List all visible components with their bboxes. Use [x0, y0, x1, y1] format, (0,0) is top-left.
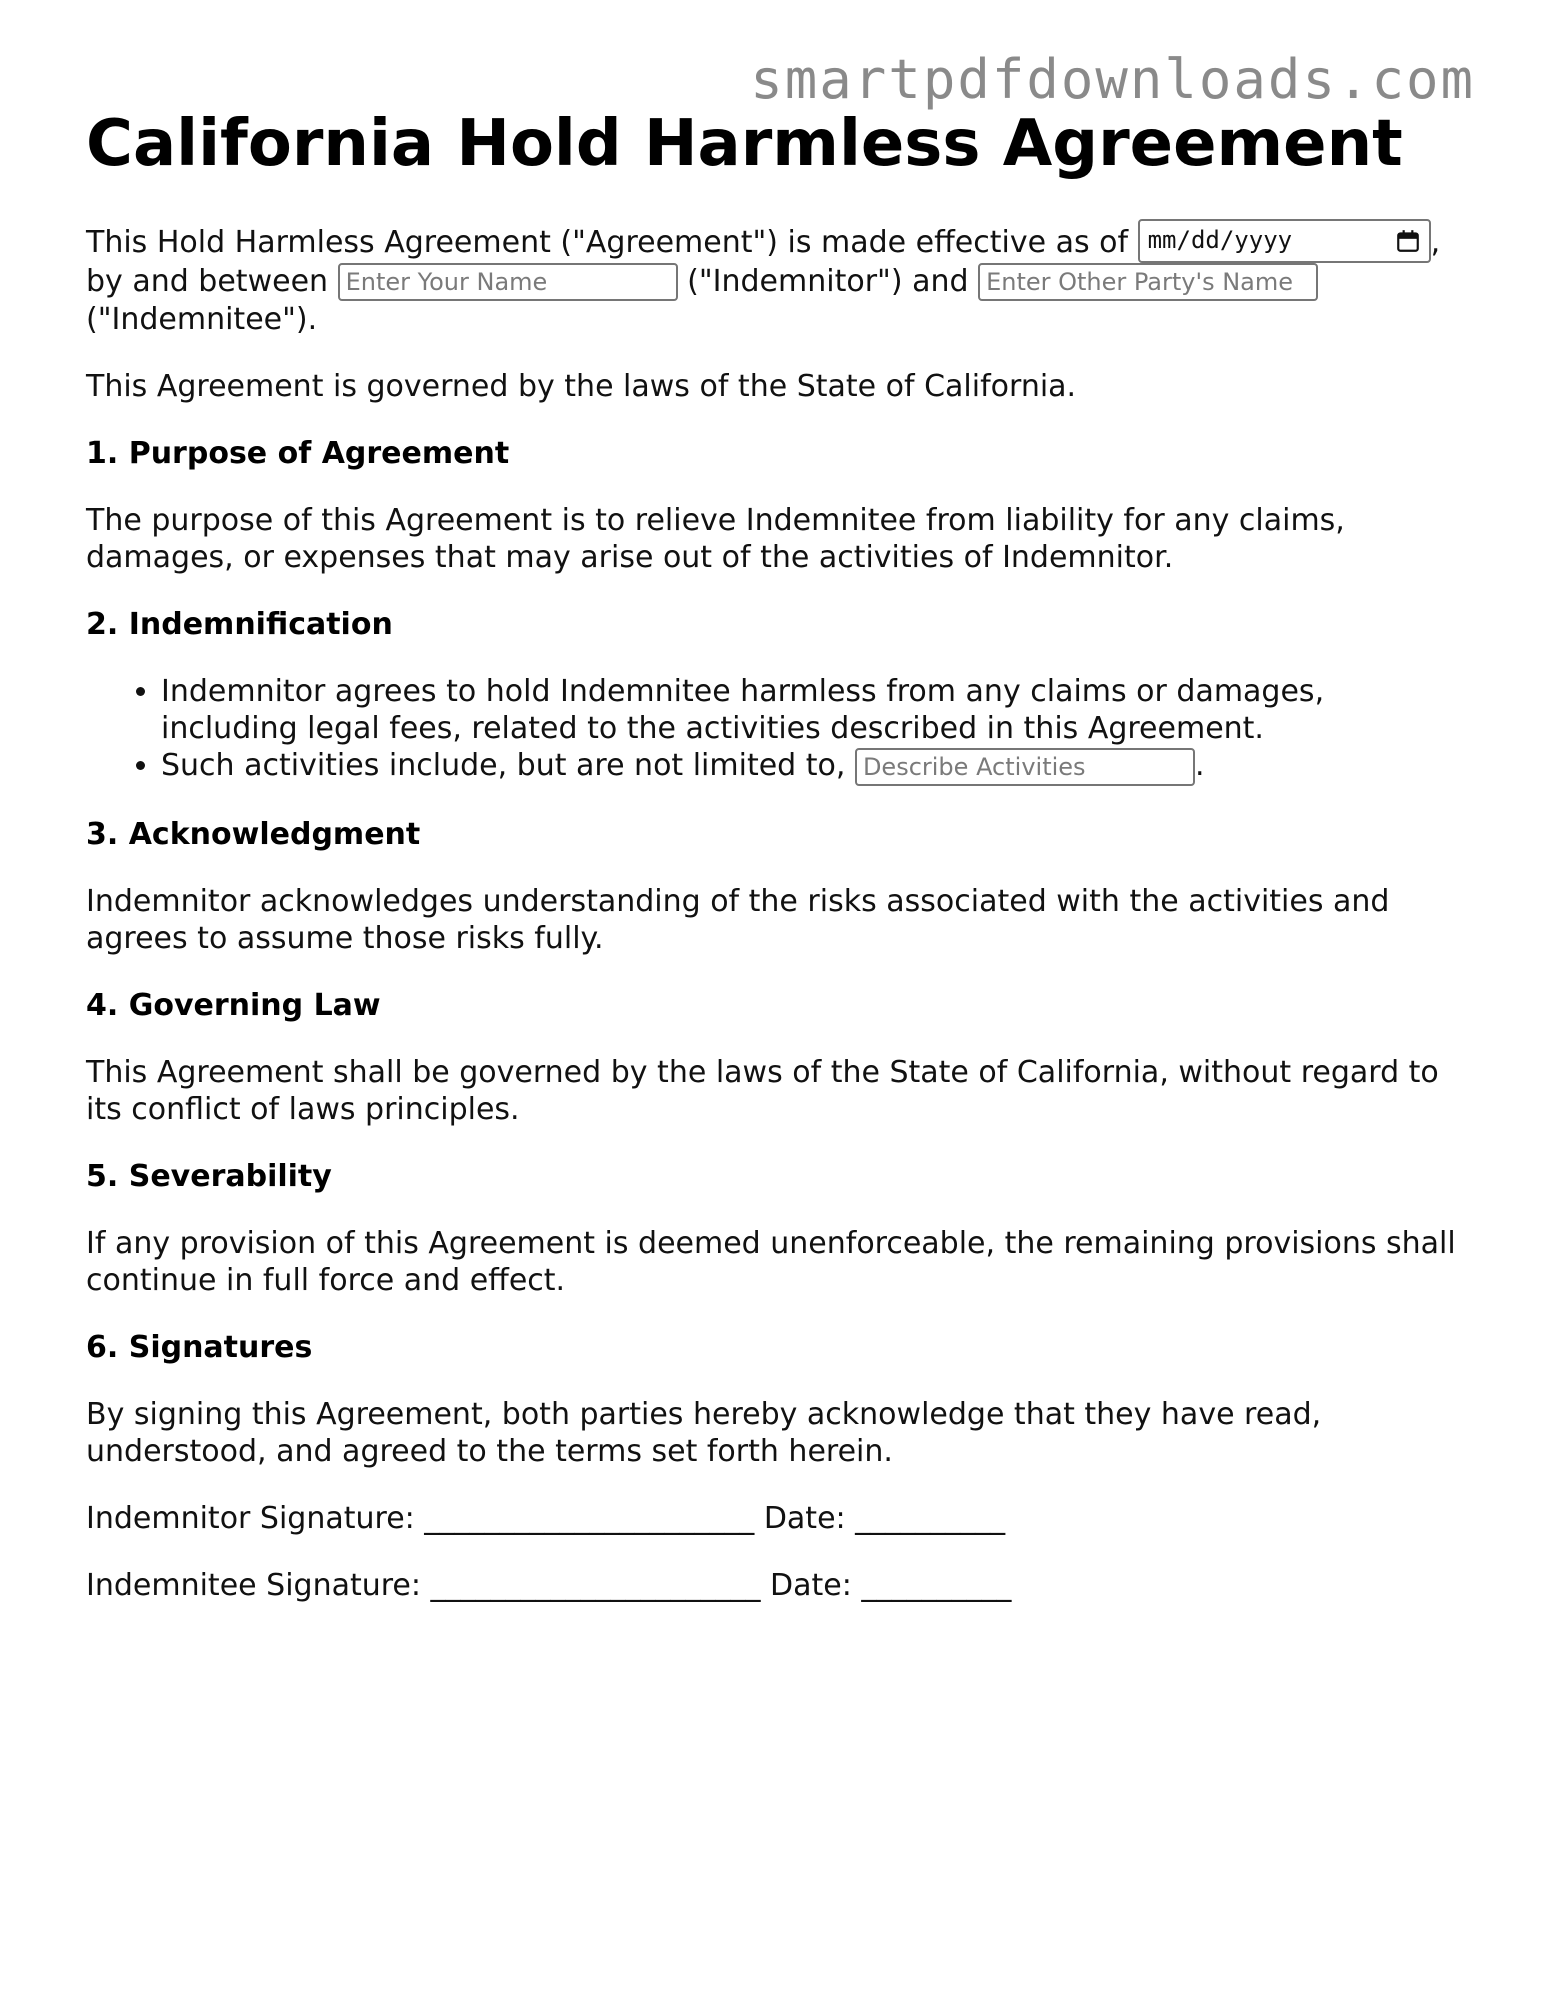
section-heading-signatures: 6. Signatures	[86, 1329, 313, 1365]
section-text-signatures: By signing this Agreement, both parties hereby acknowledge that they have read, understood, and agreed to the terms set forth herein.	[86, 1396, 1322, 1469]
intro-comma: ,	[1430, 225, 1441, 260]
indemnitee-name-input[interactable]	[978, 263, 1318, 301]
indemnitor-name-input[interactable]	[338, 263, 678, 301]
activities-prefix: Such activities include, but are not limited to,	[161, 748, 846, 783]
section-heading-purpose: 1. Purpose of Agreement	[86, 436, 510, 471]
section-text-purpose: The purpose of this Agreement is to relieve Indemnitee from liability for any claims, damages, or expenses that may arise out of the activities of Indemnitor.	[86, 503, 1345, 575]
effective-date-input[interactable]	[1138, 219, 1431, 263]
intro-paragraph	[86, 224, 1466, 338]
document-page	[86, 104, 1466, 1634]
calendar-icon[interactable]	[1395, 228, 1421, 254]
indemnification-list	[86, 673, 1466, 786]
governed-statement: This Agreement is governed by the laws of the State of California.	[86, 369, 1077, 404]
indemnitor-signature-line: Indemnitor Signature: ______________________ Date: __________	[86, 1500, 1006, 1536]
section-heading-governing-law: 4. Governing Law	[86, 987, 381, 1023]
watermark: smartpdfdownloads.com	[750, 48, 1475, 111]
intro-text-1: This Hold Harmless Agreement ("Agreement") is made effective as of	[86, 225, 1129, 260]
list-item	[161, 747, 1466, 786]
section-heading-severability: 5. Severability	[86, 1158, 332, 1194]
intro-text-4: ("Indemnitor") and	[687, 263, 969, 299]
section-text-severability: If any provision of this Agreement is deemed unenforceable, the remaining provisions shall continue in full force and effect.	[86, 1225, 1456, 1298]
date-placeholder: mm/dd/yyyy	[1147, 226, 1293, 254]
page-title: California Hold Harmless Agreement	[86, 107, 1403, 181]
section-heading-acknowledgment: 3. Acknowledgment	[86, 816, 421, 852]
intro-text-5: ("Indemnitee").	[86, 302, 318, 337]
activities-suffix: .	[1194, 748, 1205, 783]
activities-input[interactable]	[855, 748, 1195, 786]
section-text-governing-law: This Agreement shall be governed by the laws of the State of California, without regard to its conflict of laws principles.	[86, 1054, 1439, 1127]
list-item: • Indemnitor agrees to hold Indemnitee harmless from any claims or damages, including legal fees, related to the activities described in this Agreement.	[161, 673, 1466, 747]
section-heading-indemnification: 2. Indemnification	[86, 607, 393, 642]
intro-text-3: by and between	[86, 263, 329, 299]
indemnitee-signature-line: Indemnitee Signature: ______________________ Date: __________	[86, 1567, 1012, 1603]
section-text-acknowledgment: Indemnitor acknowledges understanding of the risks associated with the activities and agrees to assume those risks fully.	[86, 883, 1390, 956]
